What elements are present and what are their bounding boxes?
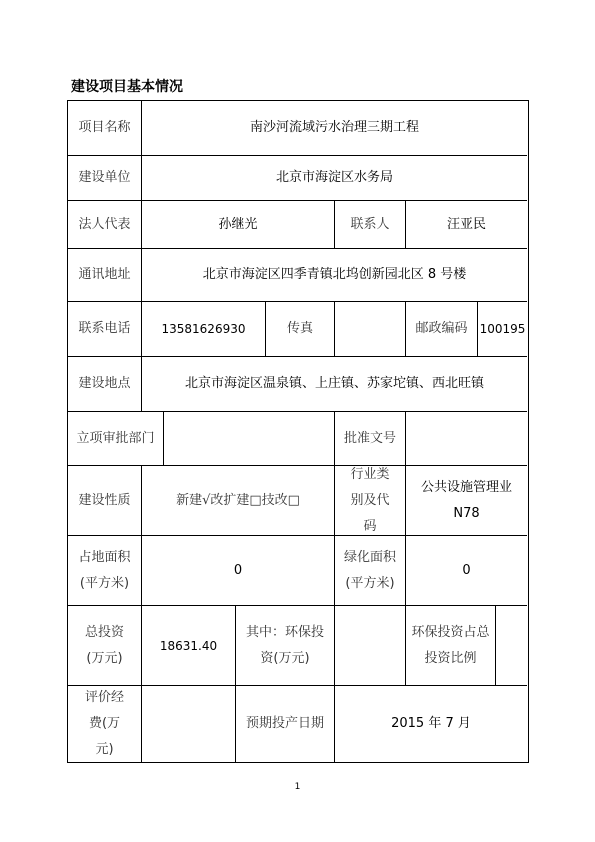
green-area-value: 0 (406, 536, 527, 606)
project-info-table (67, 100, 529, 763)
builder-value: 北京市海淀区水务局 (142, 156, 527, 201)
env-ratio-label: 环保投资占总投资比例 (406, 606, 496, 686)
approval-doc-value (406, 412, 527, 466)
total-invest-label: 总投资(万元) (68, 606, 142, 686)
nature-value: 新建√改扩建□技改□ (142, 466, 335, 536)
eval-fee-label: 评价经费(万元) (68, 686, 142, 762)
phone-label: 联系电话 (68, 302, 142, 357)
eval-fee-value (142, 686, 236, 762)
builder-label: 建设单位 (68, 156, 142, 201)
approval-dept-value (164, 412, 335, 466)
total-invest-value: 18631.40 (142, 606, 236, 686)
start-date-label: 预期投产日期 (236, 686, 335, 762)
land-area-value: 0 (142, 536, 335, 606)
land-area-label: 占地面积(平方米) (68, 536, 142, 606)
start-date-value: 2015 年 7 月 (391, 716, 471, 731)
env-invest-label: 其中：环保投资(万元) (236, 606, 335, 686)
legal-rep-value: 孙继光 (142, 201, 335, 249)
site-label: 建设地点 (68, 357, 142, 412)
contact-label: 联系人 (335, 201, 406, 249)
postcode-value: 100195 (478, 302, 527, 357)
project-name-value: 南沙河流域污水治理三期工程 (142, 101, 527, 156)
postcode-label: 邮政编码 (406, 302, 478, 357)
project-name-label: 项目名称 (68, 101, 142, 156)
approval-dept-label: 立项审批部门 (68, 412, 164, 466)
page-number: 1 (294, 782, 301, 792)
site-value: 北京市海淀区温泉镇、上庄镇、苏家坨镇、西北旺镇 (142, 357, 527, 412)
approval-doc-label: 批准文号 (335, 412, 406, 466)
section-title: 建设项目基本情况 (71, 79, 183, 95)
legal-rep-label: 法人代表 (68, 201, 142, 249)
env-ratio-value (496, 606, 527, 686)
address-label: 通讯地址 (68, 249, 142, 302)
phone-value: 13581626930 (142, 302, 266, 357)
nature-label: 建设性质 (68, 466, 142, 536)
industry-value: 公共设施管理业 N78 (406, 466, 527, 536)
contact-value: 汪亚民 (406, 201, 527, 249)
fax-label: 传真 (266, 302, 335, 357)
address-value: 北京市海淀区四季青镇北坞创新园北区 8 号楼 (142, 249, 527, 302)
green-area-label: 绿化面积(平方米) (335, 536, 406, 606)
env-invest-value (335, 606, 406, 686)
fax-value (335, 302, 406, 357)
industry-label: 行业类别及代码 (335, 466, 406, 536)
